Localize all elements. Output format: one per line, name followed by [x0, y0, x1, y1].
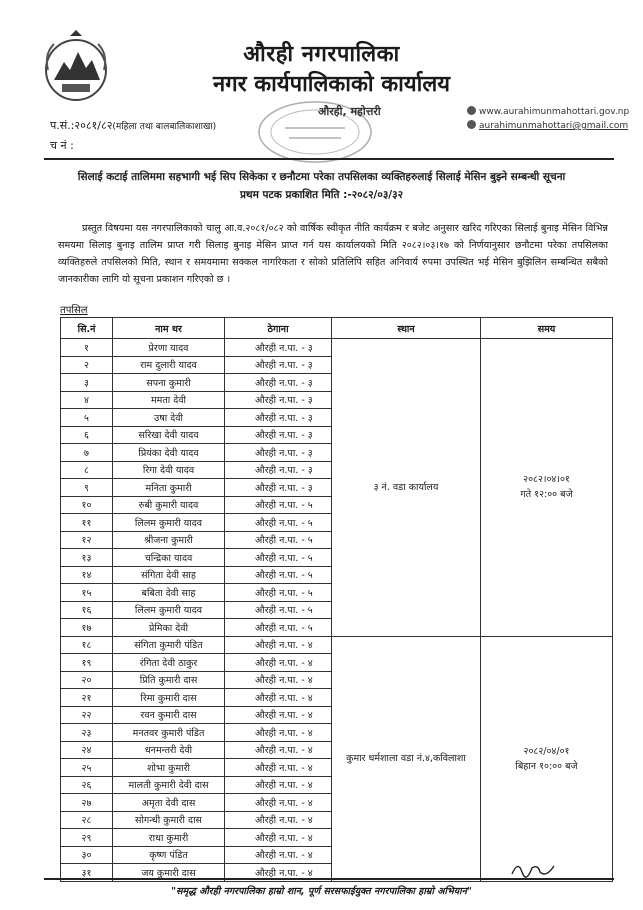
row-name: लिलम कुमारी यादव: [113, 601, 225, 619]
row-name: धनमन्तरी देवी: [113, 741, 225, 759]
row-address: औरही न.पा. - ४: [225, 724, 332, 742]
row-address: औरही न.पा. - ३: [225, 461, 332, 479]
row-serial: २५: [61, 759, 113, 777]
row-name: प्रेमिका देवी: [113, 619, 225, 637]
row-address: औरही न.पा. - ४: [225, 689, 332, 707]
row-name: प्रेरणा यादव: [113, 339, 225, 357]
row-address: औरही न.पा. - ३: [225, 356, 332, 374]
row-serial: २: [61, 356, 113, 374]
footer-divider: [44, 878, 614, 880]
row-address: औरही न.पा. - ३: [225, 444, 332, 462]
row-serial: १०: [61, 496, 113, 514]
row-address: औरही न.पा. - ४: [225, 741, 332, 759]
row-serial: २६: [61, 776, 113, 794]
row-name: ममता देवी: [113, 391, 225, 409]
dispatch-number: च नं :: [50, 139, 74, 152]
beneficiary-table: [60, 317, 613, 882]
row-name: श्रीजना कुमारी: [113, 531, 225, 549]
row-serial: १९: [61, 654, 113, 672]
row-serial: २७: [61, 794, 113, 812]
row-address: औरही न.पा. - ४: [225, 864, 332, 882]
row-serial: ३: [61, 374, 113, 392]
row-name: कृष्ण पंडित: [113, 846, 225, 864]
row-address: औरही न.पा. - ३: [225, 339, 332, 357]
row-serial: ११: [61, 514, 113, 532]
reference-number: [50, 118, 216, 133]
group-schedule: [481, 636, 613, 881]
header-divider: [44, 158, 614, 160]
row-address: औरही न.पा. - ५: [225, 496, 332, 514]
row-serial: २३: [61, 724, 113, 742]
row-serial: २९: [61, 829, 113, 847]
row-name: रुबी कुमारी यादव: [113, 496, 225, 514]
group-location: ३ नं. वडा कार्यालय: [332, 339, 481, 637]
row-serial: १५: [61, 584, 113, 602]
row-serial: २१: [61, 689, 113, 707]
row-serial: १४: [61, 566, 113, 584]
row-name: उषा देवी: [113, 409, 225, 427]
row-address: औरही न.पा. - ५: [225, 601, 332, 619]
row-address: औरही न.पा. - ५: [225, 584, 332, 602]
row-address: औरही न.पा. - ४: [225, 706, 332, 724]
row-name: सरिखा देवी यादव: [113, 426, 225, 444]
row-serial: १३: [61, 549, 113, 567]
row-serial: ५: [61, 409, 113, 427]
group-date: २०८२।०४।०१: [523, 474, 570, 486]
row-name: रिगा देवी यादव: [113, 461, 225, 479]
row-address: औरही न.पा. - ३: [225, 479, 332, 497]
row-serial: ७: [61, 444, 113, 462]
row-name: संगिता देवी साह: [113, 566, 225, 584]
row-address: औरही न.पा. - ४: [225, 776, 332, 794]
row-address: औरही न.पा. - ४: [225, 671, 332, 689]
group-location: कुमार धर्मशाला वडा नं.४,कविलाशा: [332, 636, 481, 881]
row-name: रंगिता देवी ठाकुर: [113, 654, 225, 672]
row-serial: २४: [61, 741, 113, 759]
row-serial: २८: [61, 811, 113, 829]
table-row: [61, 636, 613, 654]
reference-label: प.सं.:२०८१/८२: [50, 119, 113, 132]
row-serial: ३१: [61, 864, 113, 882]
table-header-row: [61, 318, 613, 339]
header-name: नाम थर: [113, 318, 225, 339]
row-serial: ९: [61, 479, 113, 497]
row-name: अमृता देवी दास: [113, 794, 225, 812]
group-date: २०८२/०४/०१: [523, 745, 570, 757]
row-address: औरही न.पा. - ४: [225, 654, 332, 672]
row-serial: ४: [61, 391, 113, 409]
row-name: मनतवर कुमारी पंडित: [113, 724, 225, 742]
table-row: [61, 339, 613, 357]
row-name: रवन कुमारी दास: [113, 706, 225, 724]
office-address: औरही, महोत्तरी: [318, 105, 381, 118]
header-location: स्थान: [332, 318, 481, 339]
signature-icon: [510, 858, 556, 880]
notice-body-text: प्रस्तुत विषयमा यस नगरपालिकाको चालु आ.व.२०८१/०८२ को वार्षिक स्वीकृत नीति कार्यक्रम र बजेट अनुसार खरिद गरिएका सिलाई बुनाइ मेसिन विभिन्न समयमा सिलाइ बुनाइ तालिम प्राप्त गरी सिलाइ बुनाइ मेसिन प्राप्त गर्न यस कार्यालयको मिति २०८२।०३।१७ को निर्णयानुसार छनौटमा परेका तपसिलका व्यक्तिहरुले तपसिलको मिति, स्थान र समयमामा सक्कल नागरिकता र सोको प्रतिलिपि सहित अनिवार्य रुपमा उपस्थित भई मेसिन बुझिलिन सम्बन्धित सबैको जानकारीका लागि यो सूचना प्रकाशन गरिएको छ ।: [58, 223, 608, 285]
row-name: प्रिति कुमारी दास: [113, 671, 225, 689]
header-address: ठेगाना: [225, 318, 332, 339]
row-serial: १२: [61, 531, 113, 549]
row-name: जय कुमारी दास: [113, 864, 225, 882]
row-name: शोभा कुमारी: [113, 759, 225, 777]
email[interactable]: [467, 120, 628, 131]
row-name: प्रियंका देवी यादव: [113, 444, 225, 462]
row-name: राधा कुमारी: [113, 829, 225, 847]
website-text: www.aurahimunmahottari.gov.np: [479, 107, 630, 117]
row-address: औरही न.पा. - ३: [225, 391, 332, 409]
email-text: aurahimunmahottari@gmail.com: [479, 121, 629, 131]
office-name: नगर कार्यपालिकाको कार्यालय: [213, 72, 450, 97]
row-serial: २२: [61, 706, 113, 724]
row-name: सोगन्धी कुमारी दास: [113, 811, 225, 829]
row-serial: १६: [61, 601, 113, 619]
website[interactable]: [467, 106, 629, 117]
row-name: रिमा कुमारी दास: [113, 689, 225, 707]
row-name: बबिता देवी साह: [113, 584, 225, 602]
row-address: औरही न.पा. - ४: [225, 794, 332, 812]
header-sn: सि.नं: [61, 318, 113, 339]
row-address: औरही न.पा. - ५: [225, 514, 332, 532]
schedule-heading: तपसिल: [60, 305, 88, 316]
group-time: बिहान १०:०० बजे: [515, 760, 578, 772]
group-time: गते १२:०० बजे: [520, 489, 573, 501]
row-address: औरही न.पा. - ३: [225, 426, 332, 444]
row-name: चन्द्रिका यादव: [113, 549, 225, 567]
row-serial: ८: [61, 461, 113, 479]
footer-slogan: "समृद्ध औरही नगरपालिका हाम्रो शान, पूर्ण सरसफाईयुक्त नगरपालिका हाम्रो अभियान": [171, 886, 472, 897]
row-address: औरही न.पा. - ५: [225, 619, 332, 637]
row-serial: ३०: [61, 846, 113, 864]
notice-subtitle: प्रथम पटक प्रकाशित मिति :-२०८२/०३/३२: [239, 189, 404, 201]
header-time: समय: [481, 318, 613, 339]
mail-icon: [467, 120, 476, 129]
row-address: औरही न.पा. - ५: [225, 549, 332, 567]
row-serial: २०: [61, 671, 113, 689]
row-name: मालती कुमारी देवी दास: [113, 776, 225, 794]
globe-icon: [467, 106, 476, 115]
row-address: औरही न.पा. - ३: [225, 409, 332, 427]
row-serial: १७: [61, 619, 113, 637]
row-address: औरही न.पा. - ४: [225, 636, 332, 654]
row-serial: १: [61, 339, 113, 357]
row-serial: ६: [61, 426, 113, 444]
row-name: सपना कुमारी: [113, 374, 225, 392]
row-address: औरही न.पा. - ५: [225, 566, 332, 584]
row-address: औरही न.पा. - ४: [225, 846, 332, 864]
row-name: राम दुलारी यादव: [113, 356, 225, 374]
row-name: लिलम कुमारी यादव: [113, 514, 225, 532]
row-address: औरही न.पा. - ४: [225, 829, 332, 847]
reference-section: (महिला तथा बालबालिकाशाखा): [112, 122, 217, 132]
row-address: औरही न.पा. - ४: [225, 759, 332, 777]
row-serial: १८: [61, 636, 113, 654]
row-name: मनिता कुमारी: [113, 479, 225, 497]
notice-title: सिलाई कटाई तालिममा सहभागी भई सिप सिकेका र छनौटमा परेका तपसिलका व्यक्तिहरुलाई सिलाई मेसिन बुझ्ने सम्बन्धी सूचना: [77, 171, 566, 183]
notice-body: [58, 220, 608, 288]
row-name: संगिता कुमारी पंडित: [113, 636, 225, 654]
row-address: औरही न.पा. - ४: [225, 811, 332, 829]
municipality-name: औरही नगरपालिका: [243, 42, 400, 67]
row-address: औरही न.पा. - ५: [225, 531, 332, 549]
row-address: औरही न.पा. - ३: [225, 374, 332, 392]
group-schedule: [481, 339, 613, 637]
